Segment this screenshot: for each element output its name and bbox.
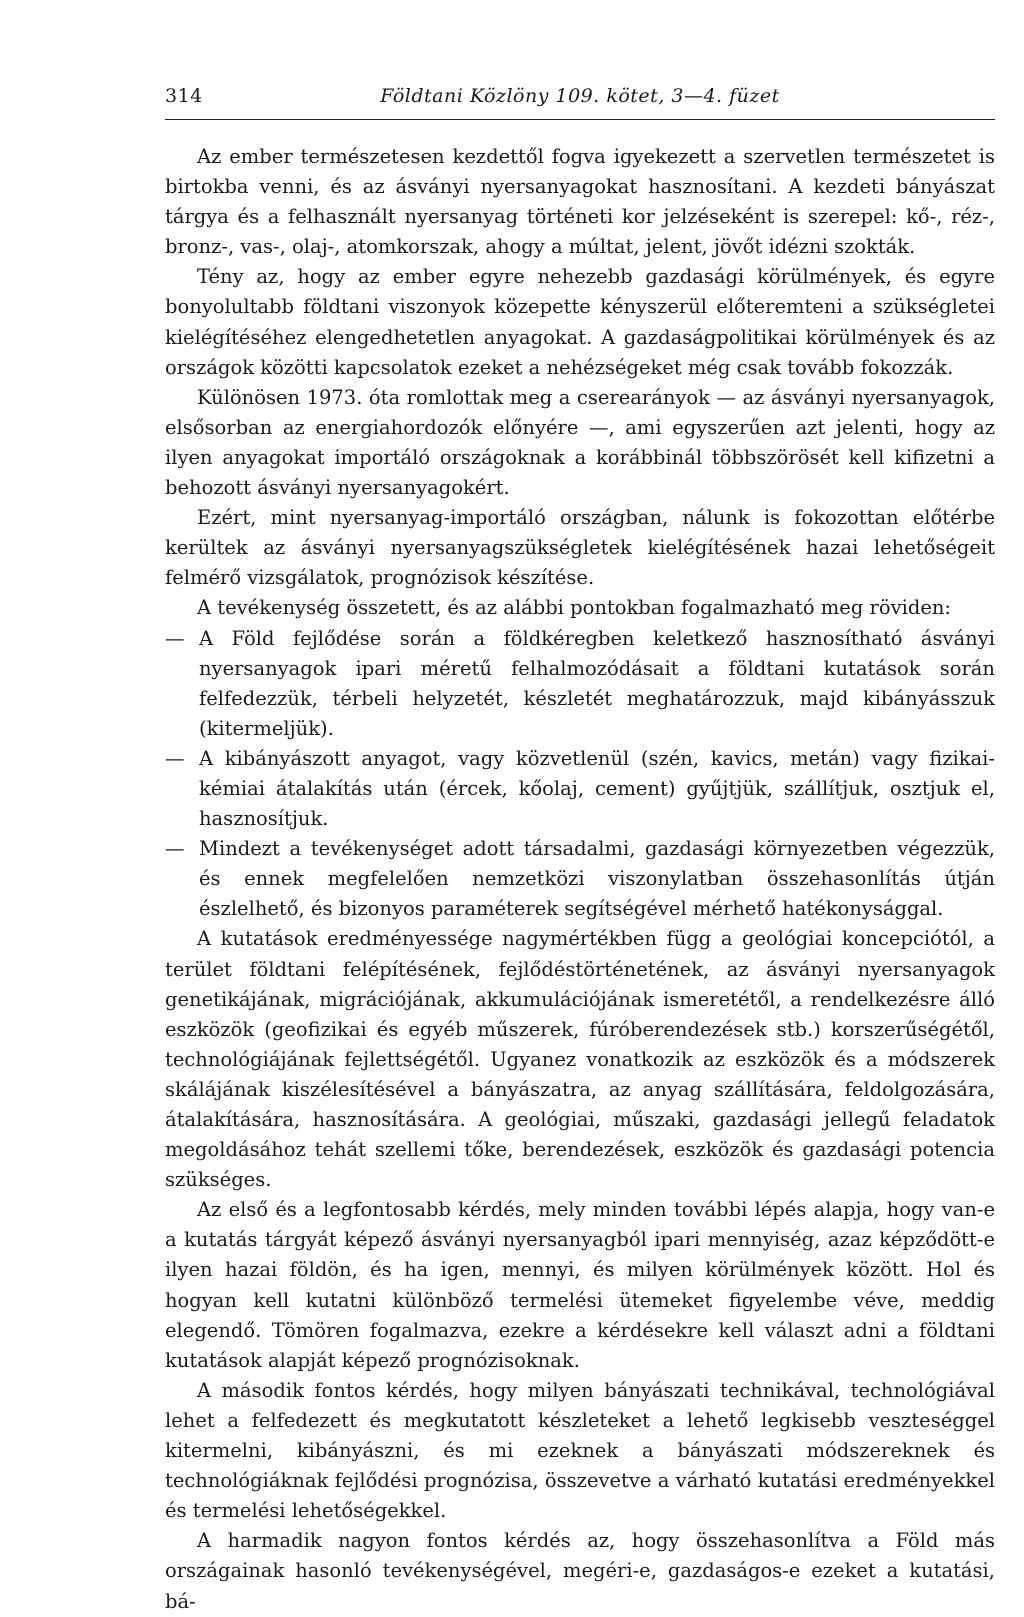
list-item-text: Mindezt a tevékenységet adott társadalmi, gazdasági környezetben végezzük, és ennek megfelelően nemzetközi viszonylatban összehasonlítás útján észlelhető, és bizonyos paraméterek segítségével mérhető hatékonysággal. [199, 837, 995, 921]
journal-page [165, 85, 995, 1617]
page-number: 314 [165, 85, 203, 107]
list-dash: — [165, 746, 185, 770]
paragraph: Különösen 1973. óta romlottak meg a cserearányok — az ásványi nyersanyagok, elsősorban az energiahordozók előnyére —, ami egyszerűen azt jelenti, hogy az ilyen anyagokat importáló országoknak a korábbinál többszörösét kell kifizetni a behozott ásványi nyersanyagokért. [165, 385, 995, 500]
paragraph: A harmadik nagyon fontos kérdés az, hogy összehasonlítva a Föld más országainak hasonló tevékenységével, megéri-e, gazdaságos-e ezeket a kutatási, bá- [165, 1529, 995, 1613]
list-item [165, 834, 995, 924]
paragraph: A kutatások eredményessége nagymértékben függ a geológiai koncepciótól, a terület földtani felépítésének, fejlődéstörténetének, az ásványi nyersanyagok genetikájának, migrációjának, akkumulációjának ismeretétől, a rendelkezésre álló eszközök (geofizikai és egyéb műszerek, fúróberendezések stb.) korszerűségétől, technológiájának fejlettségétől. Ugyanez vonatkozik az eszközök és a módszerek skálájának kiszélesítésével a bányászatra, az anyag szállítására, feldolgozására, átalakítására, hasznosítására. A geológiai, műszaki, gazdasági jellegű feladatok megoldásához tehát szellemi tőke, berendezések, eszközök és gazdasági potencia szükséges. [165, 927, 995, 1192]
list-item-text: A kibányászott anyagot, vagy közvetlenül (szén, kavics, metán) vagy fizikai-kémiai átalakítás után (ércek, kőolaj, cement) gyűjtjük, szállítjuk, osztjuk el, hasznosítjuk. [199, 746, 995, 831]
paragraph: Tény az, hogy az ember egyre nehezebb gazdasági körülmények, és egyre bonyolultabb földtani viszonyok közepette kényszerül előteremteni a szükségletei kielégítéséhez elengedhetetlen anyagokat. A gazdaságpolitikai körülmények és az országok közötti kapcsolatok ezeket a nehézségeket még csak tovább fokozzák. [165, 265, 995, 379]
list-item [165, 624, 995, 744]
list-dash: — [165, 837, 185, 861]
running-title: Földtani Közlöny 109. kötet, 3—4. füzet [380, 85, 780, 107]
article-body [165, 142, 995, 1617]
paragraph: Az első és a legfontosabb kérdés, mely minden további lépés alapja, hogy van-e a kutatás tárgyát képező ásványi nyersanyagból ipari mennyiség, azaz képződött-e ilyen hazai földön, és ha igen, mennyi, és milyen körülmények között. Hol és hogyan kell kutatni különböző termelési ütemeket figyelembe véve, meddig elegendő. Tömören fogalmazva, ezekre a kérdésekre kell választ adni a földtani kutatások alapját képező prognózisoknak. [165, 1198, 995, 1372]
list-item [165, 744, 995, 834]
list-dash: — [165, 626, 185, 650]
activity-list [165, 624, 995, 925]
paragraph: Az ember természetesen kezdettől fogva igyekezett a szervetlen természetet is birtokba venni, és az ásványi nyersanyagokat hasznosítani. A kezdeti bányászat tárgya és a felhasznált nyersanyag történeti kor jelzéseként is szerepel: kő-, réz-, bronz-, vas-, olaj-, atomkorszak, ahogy a múltat, jelent, jövőt idézni szokták. [165, 145, 995, 259]
page-header [165, 85, 995, 120]
list-item-text: A Föld fejlődése során a földkéregben keletkező hasznosítható ásványi nyersanyagok ipari méretű felhalmozódásait a földtani kutatások során felfedezzük, térbeli helyzetét, készletét meghatározzuk, majd kibányásszuk (kitermeljük). [199, 626, 995, 740]
paragraph: Ezért, mint nyersanyag-importáló országban, nálunk is fokozottan előtérbe kerültek az ásványi nyersanyagszükségletek kielégítésének hazai lehetőségeit felmérő vizsgálatok, prognózisok készítése. [165, 506, 995, 590]
paragraph: A második fontos kérdés, hogy milyen bányászati technikával, technológiával lehet a felfedezett és megkutatott készleteket a lehető legkisebb veszteséggel kitermelni, kibányászni, és mi ezeknek a bányászati módszereknek és technológiáknak fejlődési prognózisa, összevetve a várható kutatási eredményekkel és termelési lehetőségekkel. [165, 1378, 995, 1523]
paragraph: A tevékenység összetett, és az alábbi pontokban fogalmazható meg röviden: [197, 596, 951, 620]
